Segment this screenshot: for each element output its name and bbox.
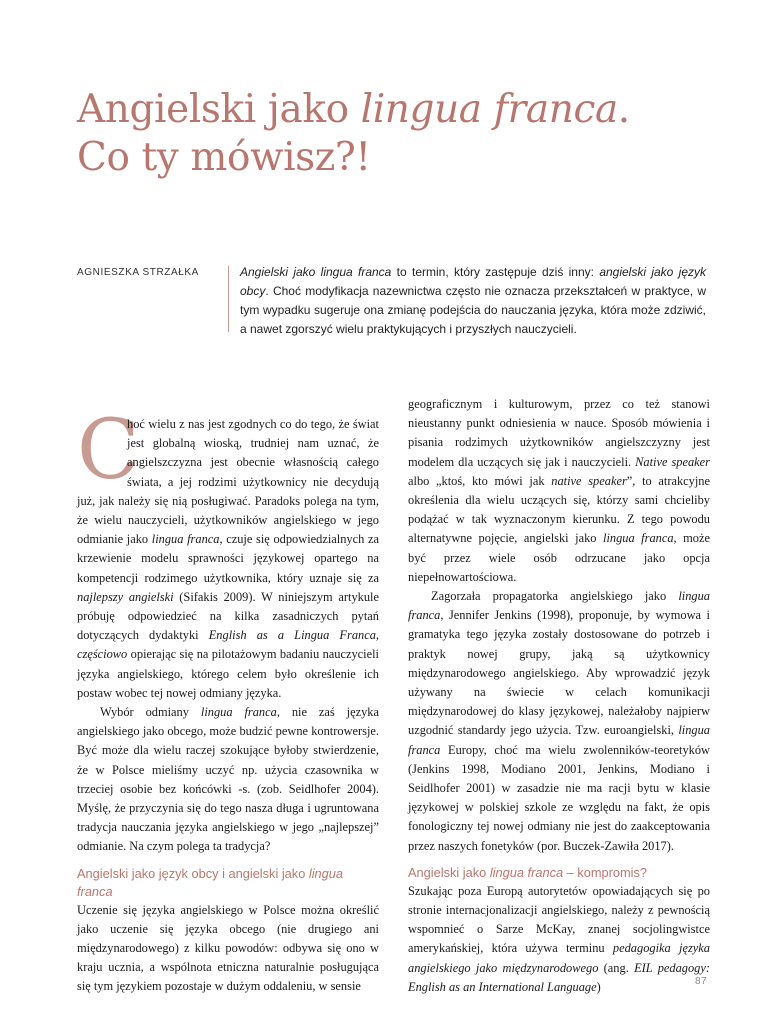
page-number: 87 (695, 976, 708, 987)
italic-run: native speaker (551, 473, 627, 488)
title-line1-part-b: . (617, 87, 630, 132)
text-run: , Jennifer Jenkins (1998), proponuje, by wymowa i gramatyka tego języka zostały dostosowane do potrzeb i praktyk nowej grupy, jaką są użytkownicy międzynarodowego angielskiego. Aby wprowadzić język używany na świecie w celach komunikacji międzynarodowej do klasy językowej, należałoby najpierw uzgodnić standardy jego użycia. Tzw. euroangielski, (408, 608, 710, 738)
italic-run: lingua franca (151, 532, 220, 547)
author-name: AGNIESZKA STRZAŁKA (77, 267, 199, 278)
italic-run: lingua franca (200, 705, 277, 720)
text-run: geograficznym i kulturowym, przez co też stanowi nieustanny punkt odniesienia w nauce. Sposób mówienia i pisania rodzimych użytkowników angielszczyzny jest modelem dla uczących się jak i nauczycieli. (408, 397, 710, 469)
paragraph (77, 703, 379, 857)
title-line1-part-a: Angielski jako (77, 87, 361, 132)
italic-run: najlepszy angielski (77, 589, 174, 604)
text-run: hoć wielu z nas jest zgodnych co do tego, że świat jest globalną wioską, trudniej nam uznać, że angielszczyzna jest obecnie własnością całego świata, a jej rodzimi użytkownicy nie decydują już, jak należy się nią posługiwać. Paradoks polega na tym, że wielu nauczycieli, użytkowników angielskiego w jego odmianie jako (77, 417, 379, 547)
italic-run: lingua franca (408, 723, 710, 757)
paragraph: Uczenie się języka angielskiego w Polsce można określić jako uczenie się języka obcego (nie drugiego ani międzynarodowego) z kilku powodów: odbywa się ono w kraju ucznia, a wspólnota etniczna naturalnie posługująca się tym językiem pozostaje w dużym oddaleniu, w sensie (77, 902, 379, 994)
text-run: Wybór odmiany (100, 705, 201, 720)
text-run: Europy, choć ma wielu zwolenników-teoretyków (Jenkins 1998, Modiano 2001, Jenkins, Modiano i Seidlhofer 2001) w zasadzie nie ma racji bytu w klasie językowej w polskiej szkole ze względu na fakt, że opis fonologiczny tej nowej odmiany nie jest do zaakceptowania przez naszych fonetyków (por. Buczek-Zawiła 2017). (408, 742, 710, 853)
left-column (77, 403, 380, 997)
paragraph (408, 587, 710, 856)
italic-run: EIL pedagogy: English as an International Language (408, 960, 710, 994)
text-run: , czuje się odpowiedzialnych za krzewienie modelu sprawności językowej opartego na kompetencji rodzimego użytkownika, który uznaje się za (77, 532, 379, 585)
heading-text: – kompromis? (563, 864, 648, 880)
text-run: ”, to atrakcyjne określenia dla wielu uczących się, którzy sami chcieliby podążać w tak wyznaczonym kierunku. Z tego powodu alternatywne pojęcie, angielski jako (408, 473, 711, 546)
text-run: , nie zaś języka angielskiego jako obcego, może budzić pewne kontrowersje. Być może dla wielu raczej szokujące byłoby stwierdzenie, że w Polsce mieliśmy uczyć np. użycia czasownika w trzeciej osobie bez końcówki -s. (zob. Seidlhofer 2004). Myślę, że przyczynia się do tego nasza długa i ugruntowana tradycja nauczania języka angielskiego w jego „najlepszej” odmianie. Na czym polega ta tradycja? (77, 705, 379, 854)
heading-text: Angielski jako (408, 864, 490, 880)
italic-run: Native speaker (635, 454, 710, 469)
heading-italic: lingua franca (489, 864, 564, 880)
title-line2: Co ty mówisz?! (77, 135, 371, 180)
italic-run: lingua franca (408, 589, 710, 623)
article-title (77, 86, 717, 182)
italic-run: lingua franca (603, 531, 674, 546)
title-line1-italic: lingua franca (360, 87, 618, 132)
section-heading (408, 864, 710, 882)
lead-italic-2: angielski jako język obcy (240, 265, 706, 298)
text-run: Zagorzała propagatorka angielskiego jako (431, 589, 679, 604)
text-run: Szukając poza Europą autorytetów opowiadających się po stronie internacjonalizacji angielskiego, należy z pewnością wspomnieć o Sarze McKay, znanej socjolingwistce amerykańskiej, która używa terminu (408, 883, 710, 956)
section-heading (77, 865, 379, 901)
text-run: , może być przez wiele osób odrzucane jako opcja niepełnowartościowa. (408, 531, 710, 584)
lead-italic-1: Angielski jako lingua franca (240, 265, 392, 279)
italic-run: English as a Lingua Franca, częściowo (77, 628, 380, 662)
italic-run: pedagogika języka angielskiego jako międzynarodowego (408, 941, 710, 975)
text-run: opierając się na pilotażowym badaniu nauczycieli języka angielskiego, którego celem było określenie ich postaw wobec tej nowej odmiany języka. (77, 647, 379, 700)
lead-divider (228, 266, 229, 332)
lead-paragraph (240, 263, 706, 339)
paragraph (408, 882, 710, 997)
drop-cap: C (77, 403, 140, 498)
lead-text-2: . Choć modyfikacja nazewnictwa często nie oznacza przekształceń w praktyce, w tym wypadku sugeruje ona zmianę podejścia do nauczania języka, która może zdziwić, a nawet zgorszyć wielu praktykujących i przyszłych nauczycieli. (240, 284, 706, 336)
right-column (408, 395, 710, 997)
text-run: (Sifakis 2009). W niniejszym artykule próbuję odpowiedzieć na kilka zasadniczych pytań dotyczących dydaktyki (77, 589, 379, 643)
heading-text: Angielski jako język obcy i angielski jako (77, 865, 309, 881)
text-run: ) (596, 979, 601, 994)
text-run: albo „ktoś, kto mówi jak (408, 473, 552, 488)
paragraph (77, 403, 380, 703)
heading-italic: lingua franca (77, 865, 344, 899)
paragraph (408, 395, 710, 587)
text-run: (ang. (598, 960, 635, 975)
lead-text-1: to termin, który zastępuje dziś inny: (391, 265, 600, 279)
